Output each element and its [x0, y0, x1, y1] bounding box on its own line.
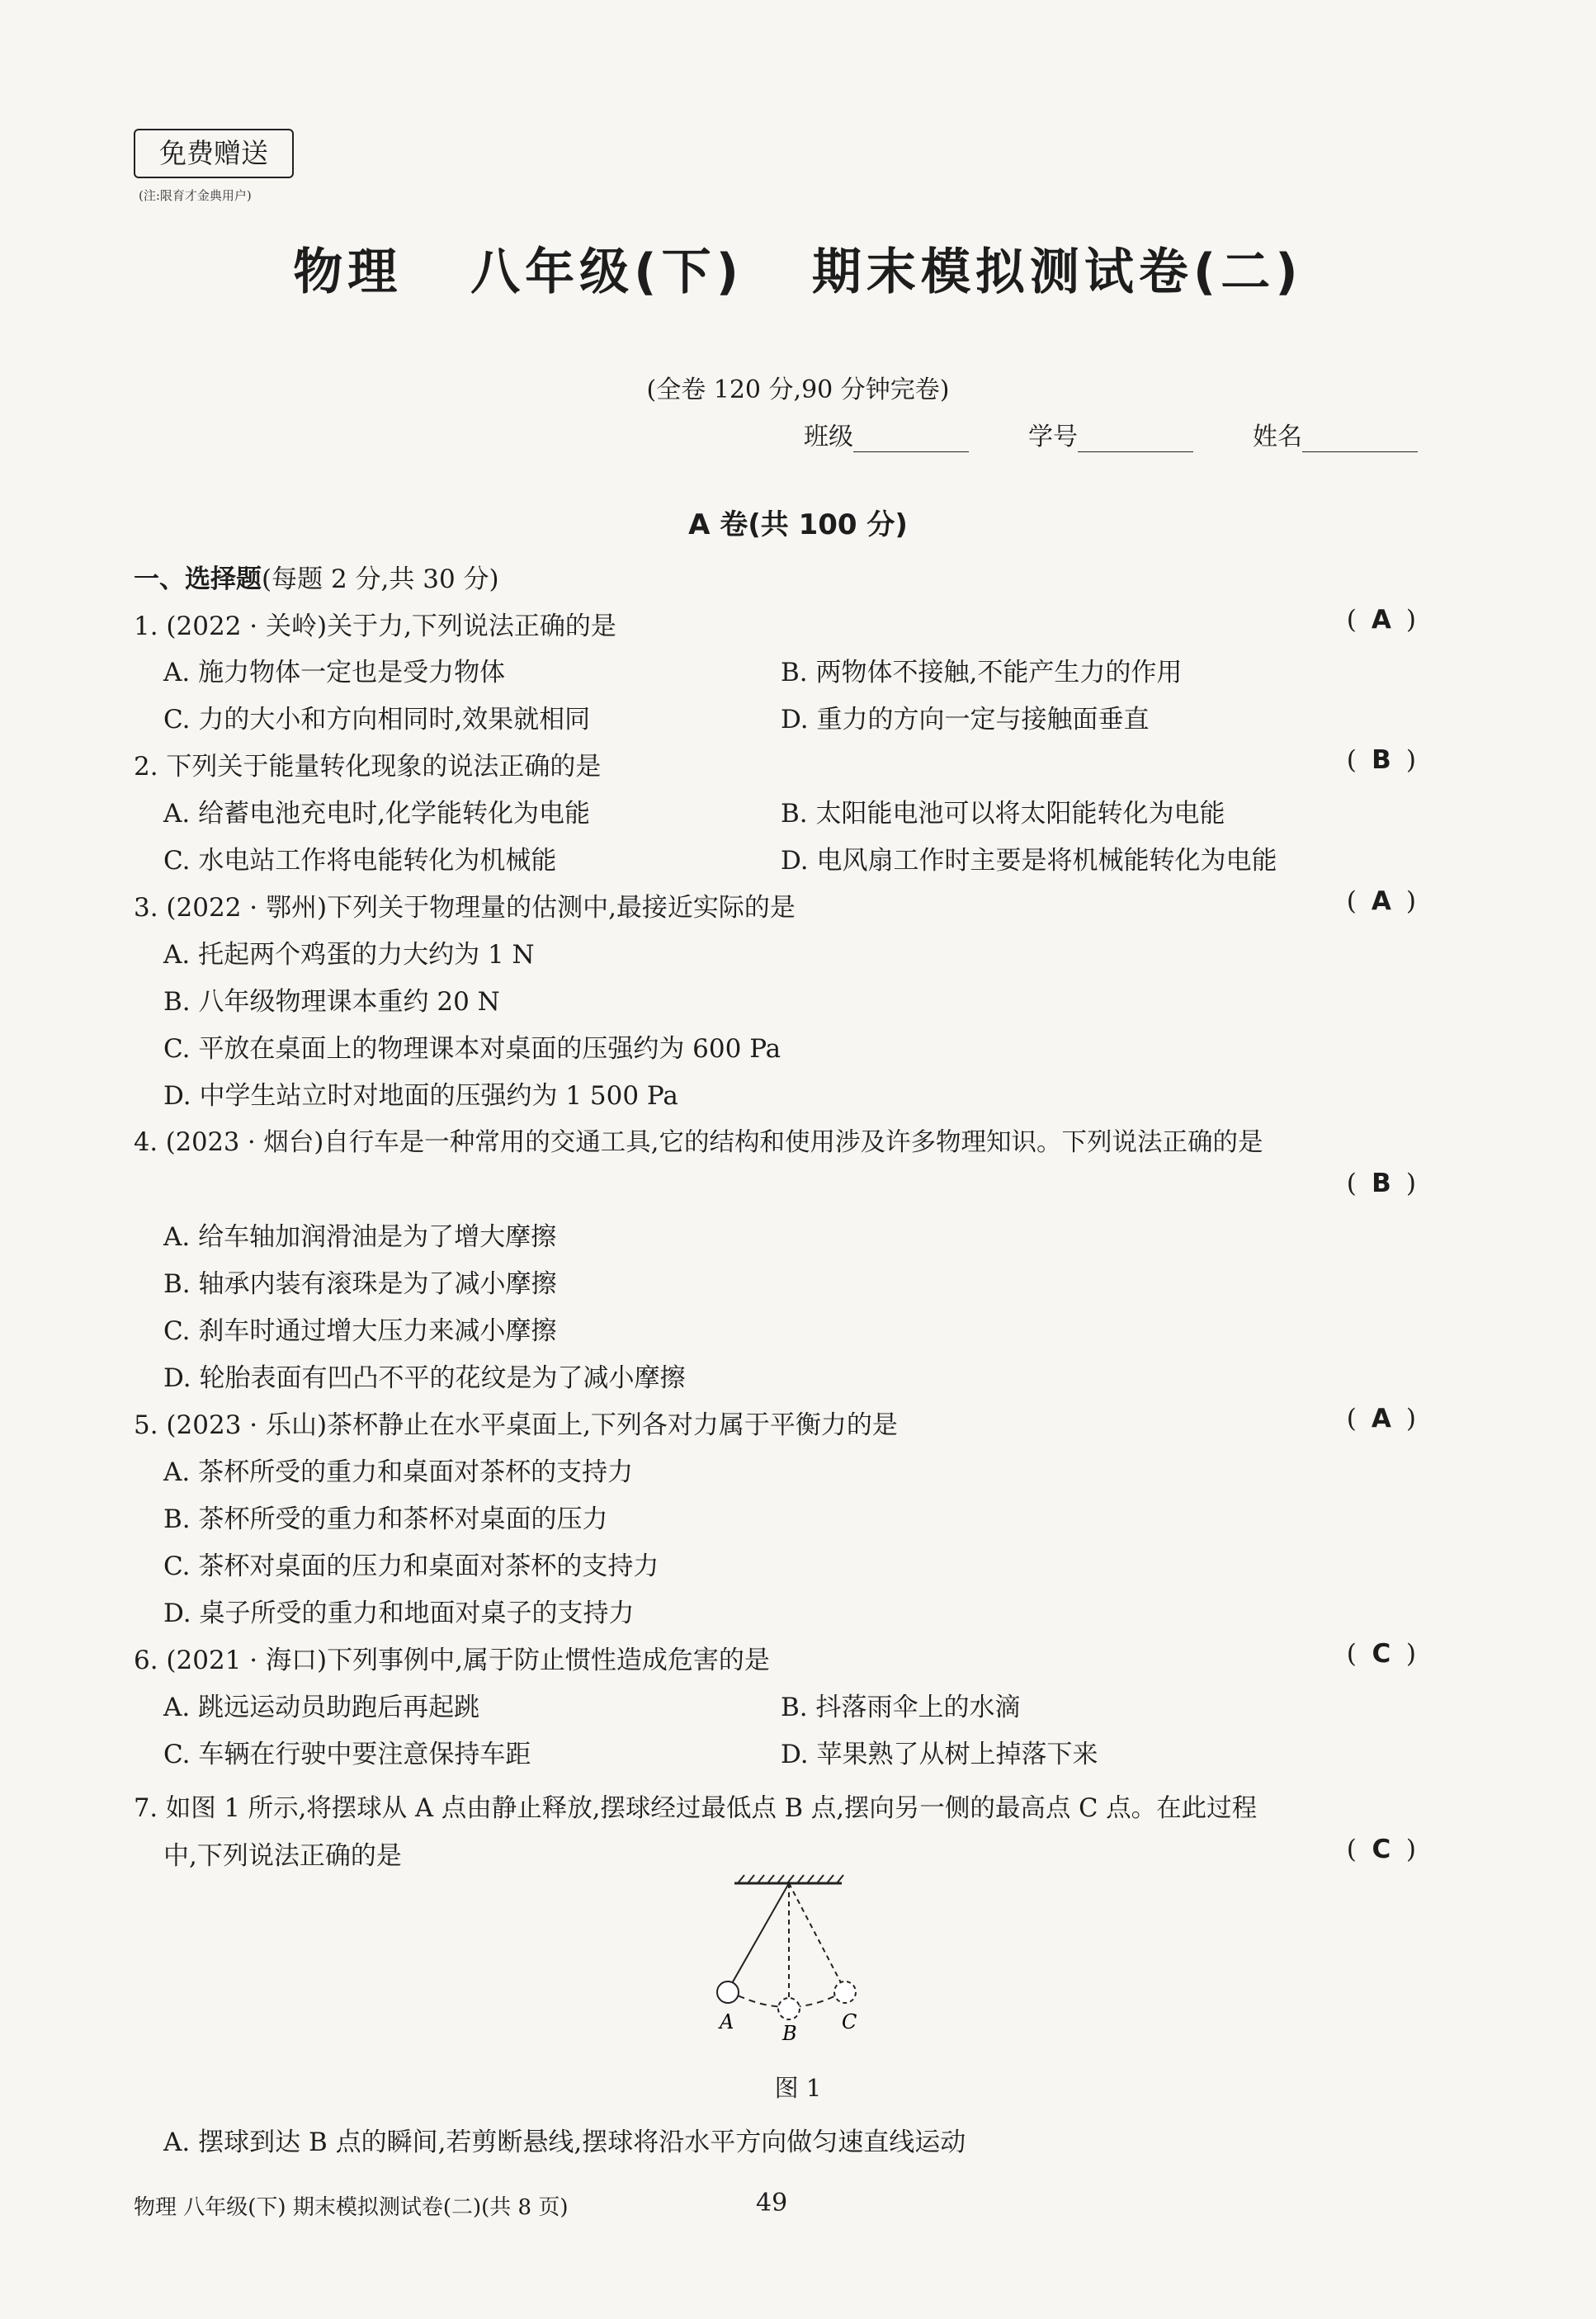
- option: B. 两物体不接触,不能产生力的作用: [781, 658, 1183, 687]
- option: D. 电风扇工作时主要是将机械能转化为电能: [781, 846, 1277, 876]
- option: C. 平放在桌面上的物理课本对桌面的压强约为 600 Pa: [163, 1034, 781, 1064]
- option: D. 中学生站立时对地面的压强约为 1 500 Pa: [163, 1081, 678, 1111]
- option: A. 给蓄电池充电时,化学能转化为电能: [163, 799, 590, 829]
- option: A. 托起两个鸡蛋的力大约为 1 N: [163, 940, 535, 970]
- label-b: B: [782, 2022, 797, 2045]
- figure-caption: 图 1: [774, 2074, 822, 2102]
- ball-a: [717, 1981, 739, 2003]
- answer-letter: A: [1371, 605, 1391, 635]
- answer-letter: A: [1371, 1404, 1391, 1433]
- answer-letter: B: [1372, 745, 1391, 775]
- option: B. 八年级物理课本重约 20 N: [163, 987, 500, 1017]
- pendulum-figure: [710, 1867, 875, 2048]
- option: D. 苹果熟了从树上掉落下来: [781, 1740, 1098, 1769]
- option: C. 车辆在行驶中要注意保持车距: [163, 1740, 531, 1769]
- answer-5: ( A ): [1346, 1404, 1416, 1433]
- option: B. 抖落雨伞上的水滴: [781, 1693, 1021, 1722]
- title-subject: 物理: [293, 243, 403, 301]
- pendulum-string-a: [728, 1883, 789, 1991]
- class-label: 班级: [804, 423, 853, 451]
- question-stem: 7. 如图 1 所示,将摆球从 A 点由静止释放,摆球经过最低点 B 点,摆向另一侧的最高点 C 点。在此过程: [134, 1794, 1258, 1823]
- question-stem: 6. (2021 · 海口)下列事例中,属于防止惯性造成危害的是: [134, 1646, 770, 1675]
- number-blank[interactable]: [1078, 427, 1193, 452]
- badge-note: (注:限育才金典用户): [139, 188, 252, 203]
- option: B. 太阳能电池可以将太阳能转化为电能: [781, 799, 1225, 829]
- answer-7: ( C ): [1346, 1835, 1416, 1864]
- answer-6: ( C ): [1346, 1639, 1416, 1669]
- option: A. 跳远运动员助跑后再起跳: [163, 1693, 480, 1722]
- question-stem: 1. (2022 · 关岭)关于力,下列说法正确的是: [134, 612, 616, 641]
- page-number: 49: [756, 2189, 788, 2217]
- title-name: 期末模拟测试卷(二): [811, 243, 1303, 301]
- option: A. 摆球到达 B 点的瞬间,若剪断悬线,摆球将沿水平方向做匀速直线运动: [163, 2128, 966, 2157]
- option: A. 给车轴加润滑油是为了增大摩擦: [163, 1222, 557, 1252]
- option: C. 水电站工作将电能转化为机械能: [163, 846, 557, 876]
- option: D. 桌子所受的重力和地面对桌子的支持力: [163, 1599, 635, 1628]
- option: D. 轮胎表面有凹凸不平的花纹是为了减小摩擦: [163, 1363, 686, 1393]
- name-label: 姓名: [1253, 423, 1302, 451]
- option: C. 力的大小和方向相同时,效果就相同: [163, 705, 591, 734]
- answer-2: ( B ): [1346, 745, 1416, 775]
- name-field[interactable]: [1253, 416, 1418, 452]
- part-one-note: (每题 2 分,共 30 分): [262, 564, 499, 594]
- option: B. 茶杯所受的重力和茶杯对桌面的压力: [163, 1504, 608, 1534]
- answer-letter: A: [1371, 886, 1391, 916]
- number-field[interactable]: [1028, 416, 1193, 452]
- answer-letter: C: [1372, 1639, 1391, 1669]
- question-stem-cont: 中,下列说法正确的是: [163, 1841, 402, 1871]
- student-info-fields: [804, 416, 1418, 452]
- name-blank[interactable]: [1302, 427, 1418, 452]
- page-title: [0, 233, 1596, 304]
- option: D. 重力的方向一定与接触面垂直: [781, 705, 1150, 734]
- answer-letter: B: [1372, 1169, 1391, 1198]
- pendulum-string-c: [789, 1883, 845, 1991]
- number-label: 学号: [1028, 423, 1078, 451]
- question-stem: 4. (2023 · 烟台)自行车是一种常用的交通工具,它的结构和使用涉及许多物理知识。下列说法正确的是: [134, 1128, 1263, 1157]
- question-stem: 5. (2023 · 乐山)茶杯静止在水平桌面上,下列各对力属于平衡力的是: [134, 1410, 898, 1440]
- option: C. 刹车时通过增大压力来减小摩擦: [163, 1316, 557, 1346]
- part-one-heading: [134, 558, 499, 595]
- ball-c: [834, 1981, 856, 2003]
- option: A. 茶杯所受的重力和桌面对茶杯的支持力: [163, 1457, 634, 1487]
- section-a-title: A 卷(共 100 分): [688, 508, 908, 541]
- exam-subtitle: (全卷 120 分,90 分钟完卷): [646, 375, 950, 404]
- option: C. 茶杯对桌面的压力和桌面对茶杯的支持力: [163, 1552, 659, 1581]
- question-stem: 2. 下列关于能量转化现象的说法正确的是: [134, 752, 602, 782]
- answer-letter: C: [1372, 1835, 1391, 1864]
- answer-4: ( B ): [1346, 1169, 1416, 1198]
- option: A. 施力物体一定也是受力物体: [163, 658, 506, 687]
- answer-3: ( A ): [1346, 886, 1416, 916]
- answer-1: ( A ): [1346, 605, 1416, 635]
- part-one-title: 一、选择题: [134, 564, 262, 594]
- title-grade: 八年级(下): [470, 243, 744, 301]
- free-gift-badge: 免费赠送: [134, 129, 294, 178]
- label-c: C: [842, 2010, 857, 2033]
- label-a: A: [720, 2010, 734, 2033]
- class-blank[interactable]: [853, 427, 969, 452]
- option: B. 轴承内装有滚珠是为了减小摩擦: [163, 1269, 557, 1299]
- class-field[interactable]: [804, 416, 969, 452]
- question-stem: 3. (2022 · 鄂州)下列关于物理量的估测中,最接近实际的是: [134, 893, 796, 923]
- page-footer: 物理 八年级(下) 期末模拟测试卷(二)(共 8 页): [134, 2195, 569, 2220]
- ball-b: [778, 1998, 800, 2019]
